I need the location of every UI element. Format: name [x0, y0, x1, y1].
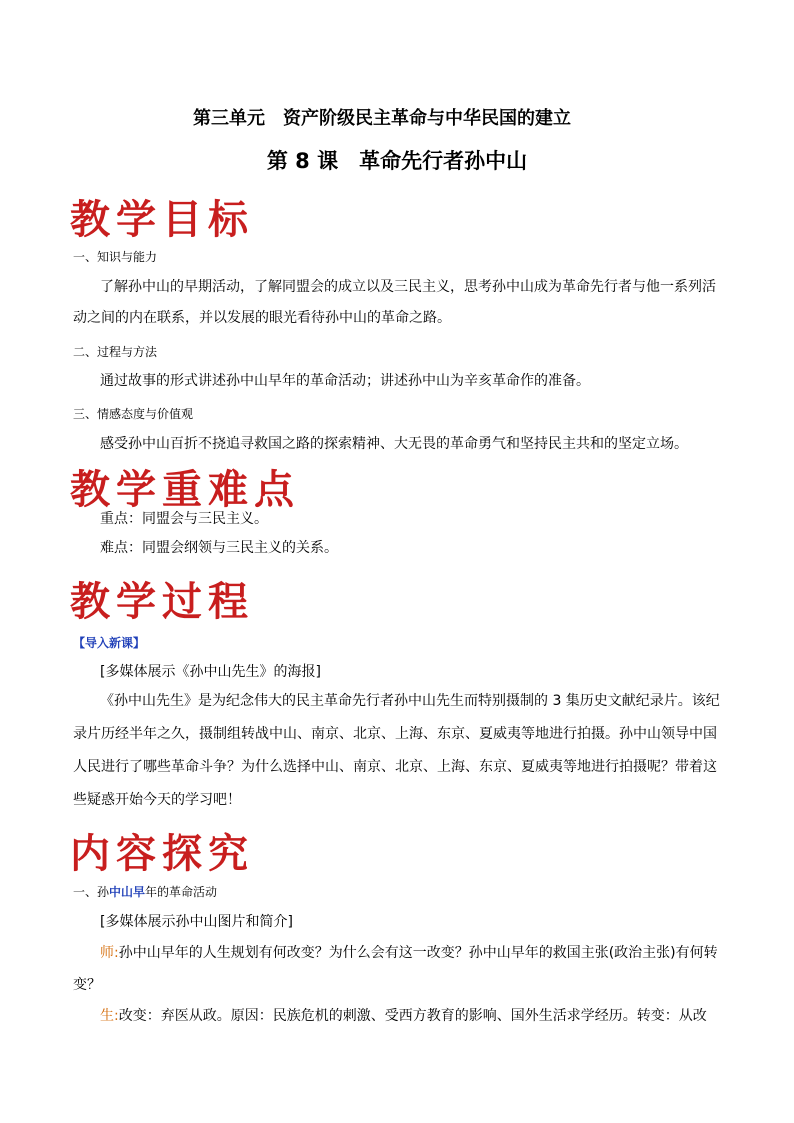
inquiry-media: [多媒体展示孙中山图片和简介]	[100, 914, 293, 930]
intro-line-4: 些疑惑开始今天的学习吧！	[73, 792, 241, 808]
inquiry-heading-prefix: 一、孙	[73, 885, 110, 899]
goal-text-1a: 了解孙中山的早期活动，了解同盟会的成立以及三民主义，思考孙中山成为革命先行者与他一系列活	[100, 279, 716, 295]
intro-tag: 【导入新课】	[73, 636, 146, 650]
difficult-point: 难点：同盟会纲领与三民主义的关系。	[100, 540, 338, 556]
intro-line-1: 《孙中山先生》是为纪念伟大的民主革命先行者孙中山先生而特别摄制的 3 集历史文献纪录片。该纪	[100, 693, 720, 709]
key-points-banner: 教学重难点	[70, 466, 300, 513]
student-answer	[100, 1003, 707, 1030]
inquiry-section-heading	[73, 883, 217, 900]
intro-media: [多媒体展示《孙中山先生》的海报]	[100, 664, 321, 680]
teacher-label: 师:	[100, 945, 119, 961]
teacher-question-1	[100, 940, 718, 967]
intro-line-2: 录片历经半年之久，摄制组转战中山、南京、北京、上海、东京、夏威夷等地进行拍摄。孙中山领导中国	[73, 726, 717, 742]
student-answer-text: 改变：弃医从政。原因：民族危机的刺激、受西方教育的影响、国外生活求学经历。转变：从改	[118, 1008, 707, 1024]
goal-heading-2: 二、过程与方法	[73, 345, 158, 359]
inquiry-banner: 内容探究	[70, 830, 254, 877]
process-banner: 教学过程	[70, 578, 254, 625]
inquiry-heading-suffix: 年的革命活动	[145, 885, 218, 899]
intro-line-3: 人民进行了哪些革命斗争？为什么选择中山、南京、北京、上海、东京、夏威夷等地进行拍摄呢？带着这	[73, 759, 717, 775]
unit-title: 第三单元 资产阶级民主革命与中华民国的建立	[193, 108, 571, 129]
inquiry-heading-highlight: 中山早	[109, 885, 146, 899]
goal-text-2: 通过故事的形式讲述孙中山早年的革命活动；讲述孙中山为辛亥革命作的准备。	[100, 373, 590, 389]
teacher-question-2: 变？	[73, 977, 101, 993]
key-point: 重点：同盟会与三民主义。	[100, 511, 268, 527]
lesson-title: 第 8 课 革命先行者孙中山	[266, 149, 528, 173]
goal-heading-1: 一、知识与能力	[73, 250, 158, 264]
teacher-question-text: 孙中山早年的人生规划有何改变？为什么会有这一改变？孙中山早年的救国主张(政治主张)有何转	[118, 945, 718, 961]
goals-banner: 教学目标	[70, 196, 254, 243]
student-label: 生:	[100, 1008, 119, 1024]
goal-text-1b: 动之间的内在联系，并以发展的眼光看待孙中山的革命之路。	[73, 310, 451, 326]
goal-heading-3: 三、情感态度与价值观	[73, 407, 194, 421]
goal-text-3: 感受孙中山百折不挠追寻救国之路的探索精神、大无畏的革命勇气和坚持民主共和的坚定立场。	[100, 436, 688, 452]
